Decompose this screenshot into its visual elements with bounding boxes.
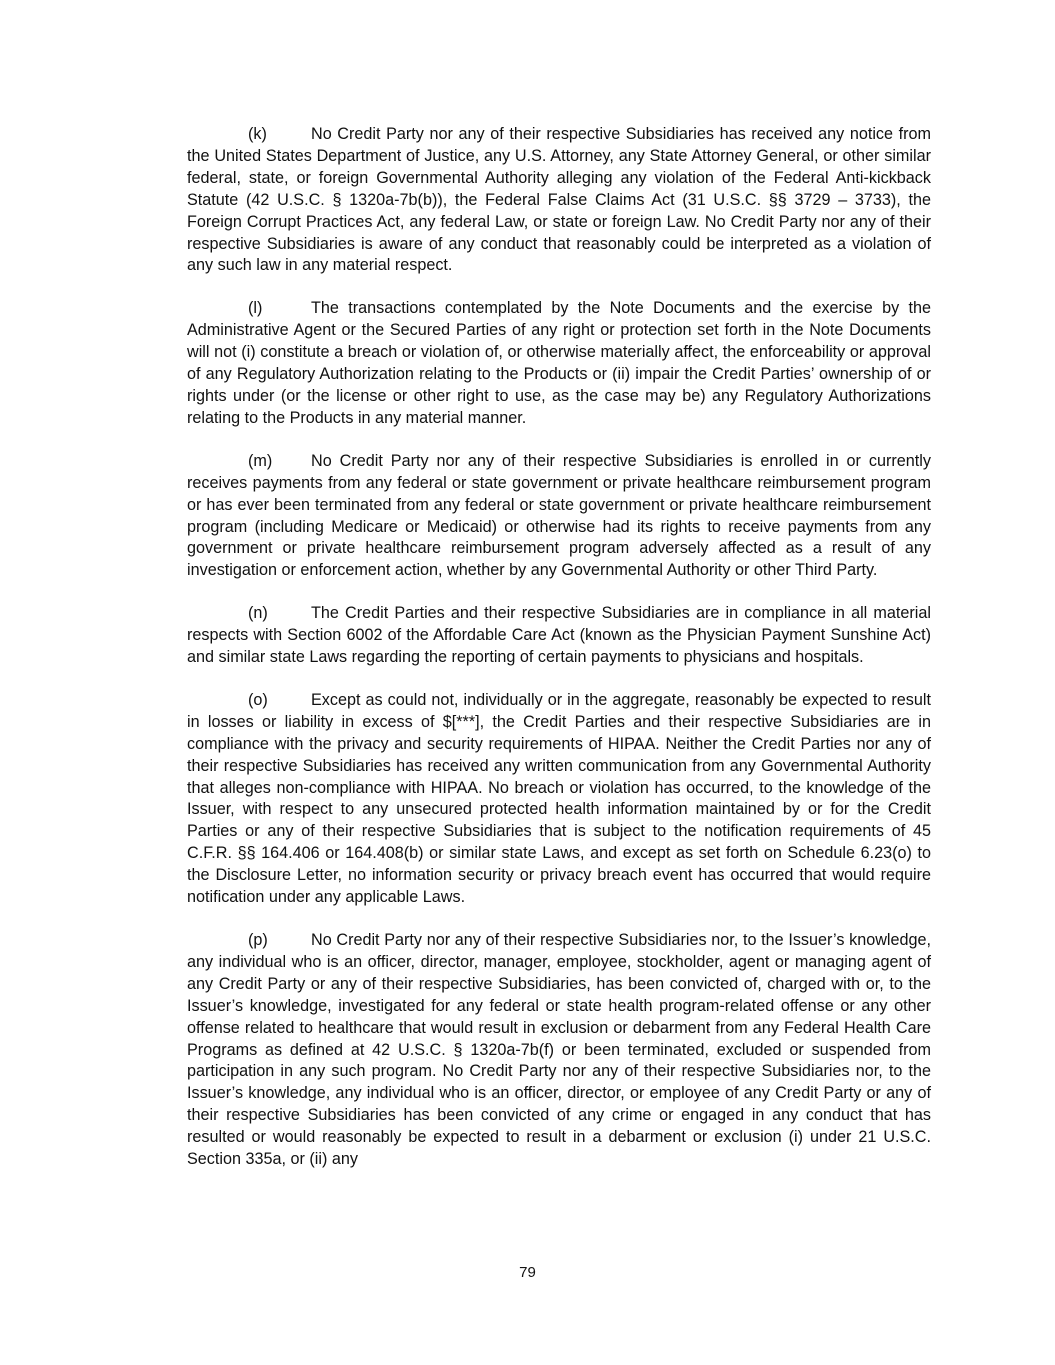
paragraph-k (187, 124, 931, 277)
paragraph-label: (m) (248, 451, 273, 470)
paragraph-label: (k) (248, 125, 267, 143)
paragraph-label: (n) (248, 604, 268, 623)
paragraph-text: No Credit Party nor any of their respective Subsidiaries is enrolled in or currently receives payments from any federal or state government or private healthcare reimbursement program or has ever been terminated from any federal or state government or private healthcare reimbursement program (including Medicare or Medicaid) or otherwise had its rights to receive payments from any government or private healthcare reimbursement program adversely affected as a result of any investigation or enforcement action, whether by any Governmental Authority or other Third Party. (187, 451, 931, 580)
paragraph-text: The transactions contemplated by the Note Documents and the exercise by the Administrative Agent or the Secured Parties of any right or protection set forth in the Note Documents will not (i) constitute a breach or violation of, or otherwise materially affect, the enforceability or approval of any Regulatory Authorization relating to the Products or (ii) impair the Credit Parties’ ownership of or rights under (or the license or other right to use, as the case may be) any Regulatory Authorizations relating to the Products in any material manner. (187, 299, 931, 427)
paragraph-text: No Credit Party nor any of their respective Subsidiaries has received any notice from the United States Department of Justice, any U.S. Attorney, any State Attorney General, or other similar federal, state, or foreign Governmental Authority alleging any violation of the Federal Anti-kickback Statute (42 U.S.C. § 1320a-7b(b)), the Federal False Claims Act (31 U.S.C. §§ 3729 – 3733), the Foreign Corrupt Practices Act, any federal Law, or state or foreign Law. No Credit Party nor any of their respective Subsidiaries is aware of any conduct that reasonably could be interpreted as a violation of any such law in any material respect. (187, 125, 931, 275)
page-number: 79 (519, 1264, 536, 1281)
paragraph-o (187, 690, 931, 909)
paragraph-m (187, 451, 931, 582)
paragraph-p (187, 930, 931, 1171)
paragraph-l (187, 298, 931, 429)
paragraph-text: Except as could not, individually or in the aggregate, reasonably be expected to result in losses or liability in excess of $[***], the Credit Parties and their respective Subsidiaries are in compliance with the privacy and security requirements of HIPAA. Neither the Credit Parties nor any of their respective Subsidiaries has received any written communication from any Governmental Authority that alleges non-compliance with HIPAA. No breach or violation has occurred, to the knowledge of the Issuer, with respect to any unsecured protected health information maintained by or for the Credit Parties or any of their respective Subsidiaries that is subject to the notification requirements of 45 C.F.R. §§ 164.406 or 164.408(b) or similar state Laws, and except as set forth on Schedule 6.23(o) to the Disclosure Letter, no information security or privacy breach event has occurred that would require notification under any applicable Laws. (187, 690, 931, 907)
paragraph-text: No Credit Party nor any of their respective Subsidiaries nor, to the Issuer’s knowledge, any individual who is an officer, director, manager, employee, stockholder, agent or managing agent of any Credit Party or any of their respective Subsidiaries, has been convicted of, charged with or, to the Issuer’s knowledge, investigated for any federal or state health program-related offense or any other offense related to healthcare that would result in exclusion or debarment from any Federal Health Care Programs as defined at 42 U.S.C. § 1320a-7b(f) or been terminated, excluded or suspended from participation in any such program. No Credit Party nor any of their respective Subsidiaries nor, to the Issuer’s knowledge, any individual who is an officer, director, or employee of any Credit Party or any of their respective Subsidiaries has been convicted of any crime or engaged in any conduct that has resulted or would reasonably be expected to result in a debarment or exclusion (i) under 21 U.S.C. Section 335a, or (ii) any (187, 931, 931, 1169)
paragraph-text: The Credit Parties and their respective Subsidiaries are in compliance in all material respects with Section 6002 of the Affordable Care Act (known as the Physician Payment Sunshine Act) and similar state Laws regarding the reporting of certain payments to physicians and hospitals. (187, 604, 931, 667)
paragraph-label: (l) (248, 299, 263, 318)
paragraph-label: (o) (248, 690, 268, 709)
paragraph-n (187, 603, 931, 669)
document-body (187, 124, 931, 1192)
paragraph-label: (p) (248, 931, 268, 949)
